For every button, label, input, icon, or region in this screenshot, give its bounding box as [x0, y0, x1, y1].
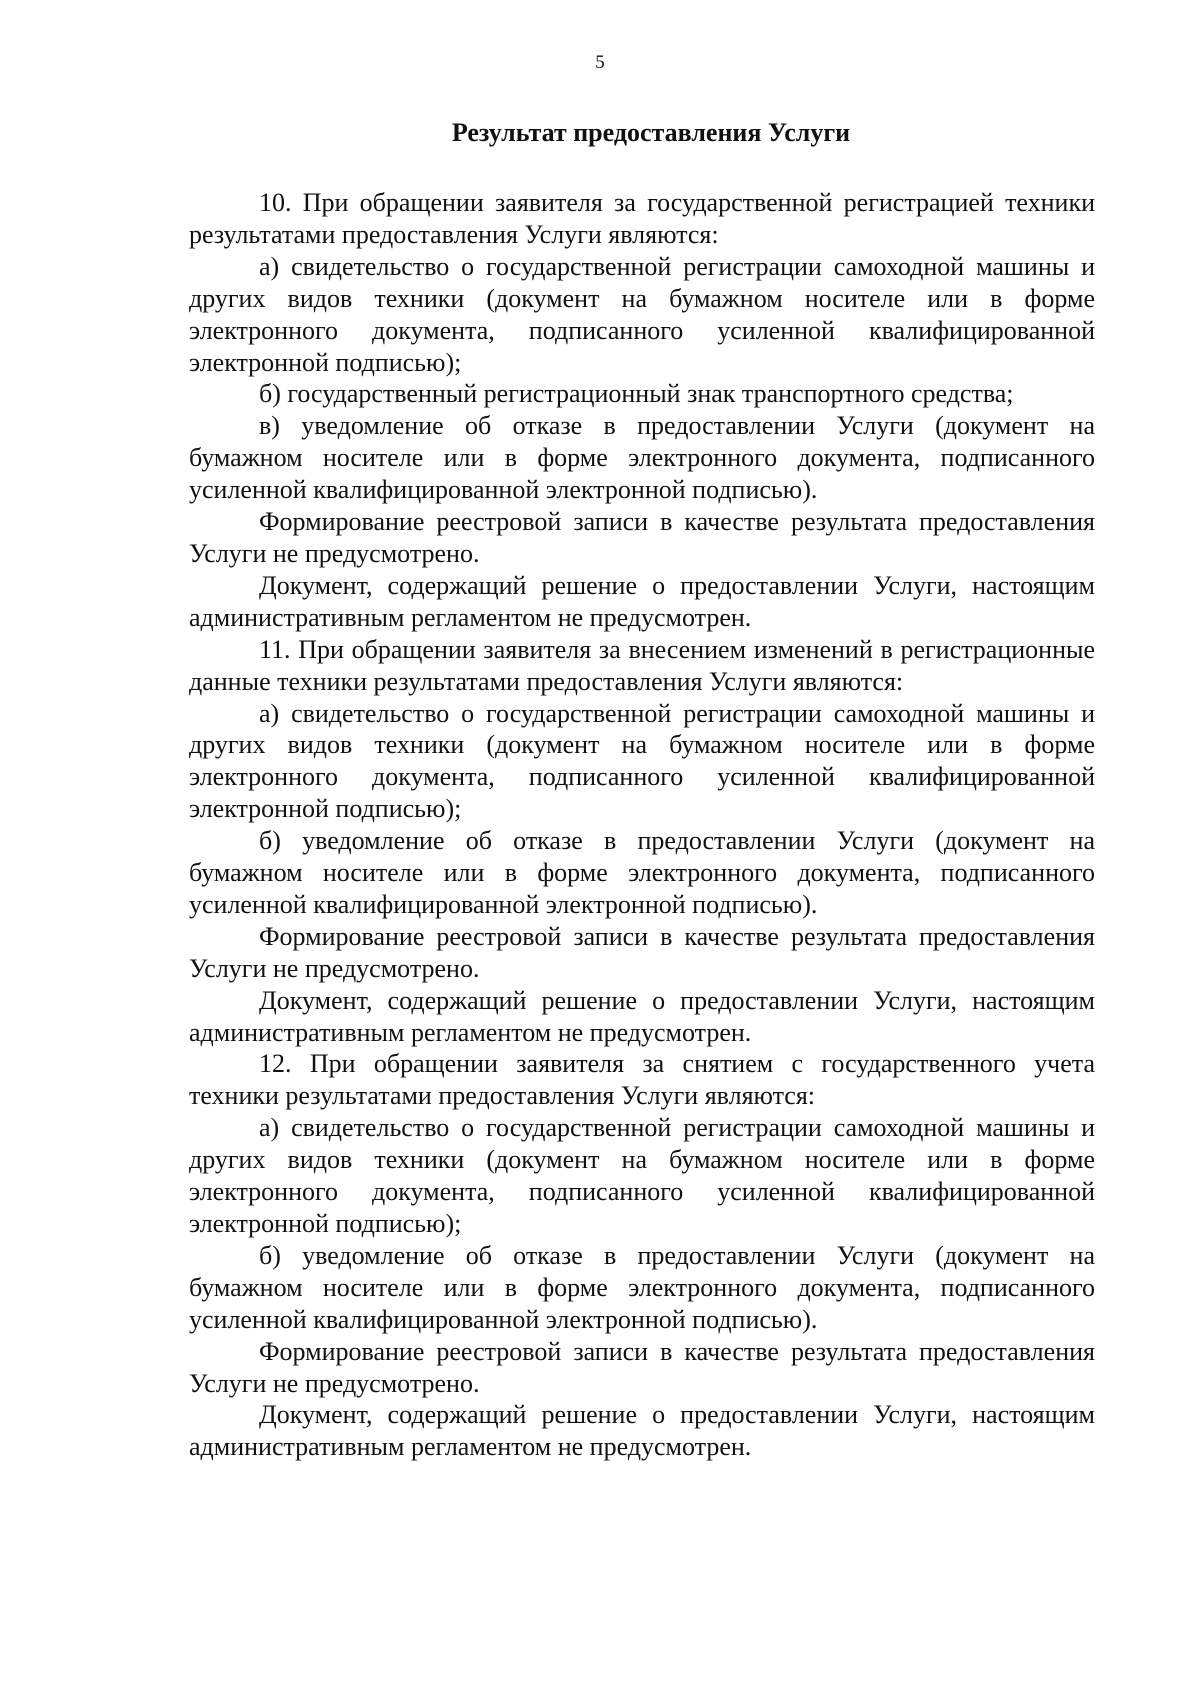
- section-heading: Результат предоставления Услуги: [451, 118, 851, 147]
- paragraph-12-a: а) свидетельство о государственной регистрации самоходной машины и других видов техники (документ на бумажном носителе или в форме электронного документа, подписанного усиленной квалифицированной электронной подписью);: [189, 1113, 1095, 1238]
- paragraph-10-b: б) государственный регистрационный знак транспортного средства;: [259, 379, 1014, 409]
- paragraph-10-intro: 10. При обращении заявителя за государственной регистрацией техники результатами предоставления Услуги являются:: [189, 188, 1095, 249]
- paragraph-12-b: б) уведомление об отказе в предоставлении Услуги (документ на бумажном носителе или в форме электронного документа, подписанного усиленной квалифицированной электронной подписью).: [189, 1240, 1095, 1334]
- page-number: 5: [595, 52, 605, 73]
- paragraph-11-registry-note: Формирование реестровой записи в качестве результата предоставления Услуги не предусмотрено.: [189, 921, 1095, 983]
- paragraph-12-registry-note: Формирование реестровой записи в качестве результата предоставления Услуги не предусмотрено.: [189, 1336, 1095, 1398]
- paragraph-10-document-note: Документ, содержащий решение о предоставлении Услуги, настоящим административным регламентом не предусмотрен.: [189, 570, 1095, 632]
- paragraph-12-document-note: Документ, содержащий решение о предоставлении Услуги, настоящим административным регламентом не предусмотрен.: [189, 1400, 1095, 1462]
- paragraph-11-document-note: Документ, содержащий решение о предоставлении Услуги, настоящим административным регламентом не предусмотрен.: [189, 985, 1095, 1047]
- paragraph-11-a: а) свидетельство о государственной регистрации самоходной машины и других видов техники (документ на бумажном носителе или в форме электронного документа, подписанного усиленной квалифицированной электронной подписью);: [189, 698, 1095, 824]
- paragraph-11-intro: 11. При обращении заявителя за внесением изменений в регистрационные данные техники результатами предоставления Услуги являются:: [189, 634, 1095, 696]
- paragraph-10-a: а) свидетельство о государственной регистрации самоходной машины и других видов техники (документ на бумажном носителе или в форме электронного документа, подписанного усиленной квалифицированной электронной подписью);: [189, 251, 1095, 377]
- paragraph-10-registry-note: Формирование реестровой записи в качестве результата предоставления Услуги не предусмотрено.: [189, 507, 1095, 568]
- paragraph-12-intro: 12. При обращении заявителя за снятием с государственного учета техники результатами предоставления Услуги являются:: [189, 1049, 1095, 1111]
- paragraph-10-v: в) уведомление об отказе в предоставлении Услуги (документ на бумажном носителе или в форме электронного документа, подписанного усиленной квалифицированной электронной подписью).: [189, 411, 1095, 505]
- paragraph-11-b: б) уведомление об отказе в предоставлении Услуги (документ на бумажном носителе или в форме электронного документа, подписанного усиленной квалифицированной электронной подписью).: [189, 826, 1095, 919]
- document-body: [189, 117, 1095, 1463]
